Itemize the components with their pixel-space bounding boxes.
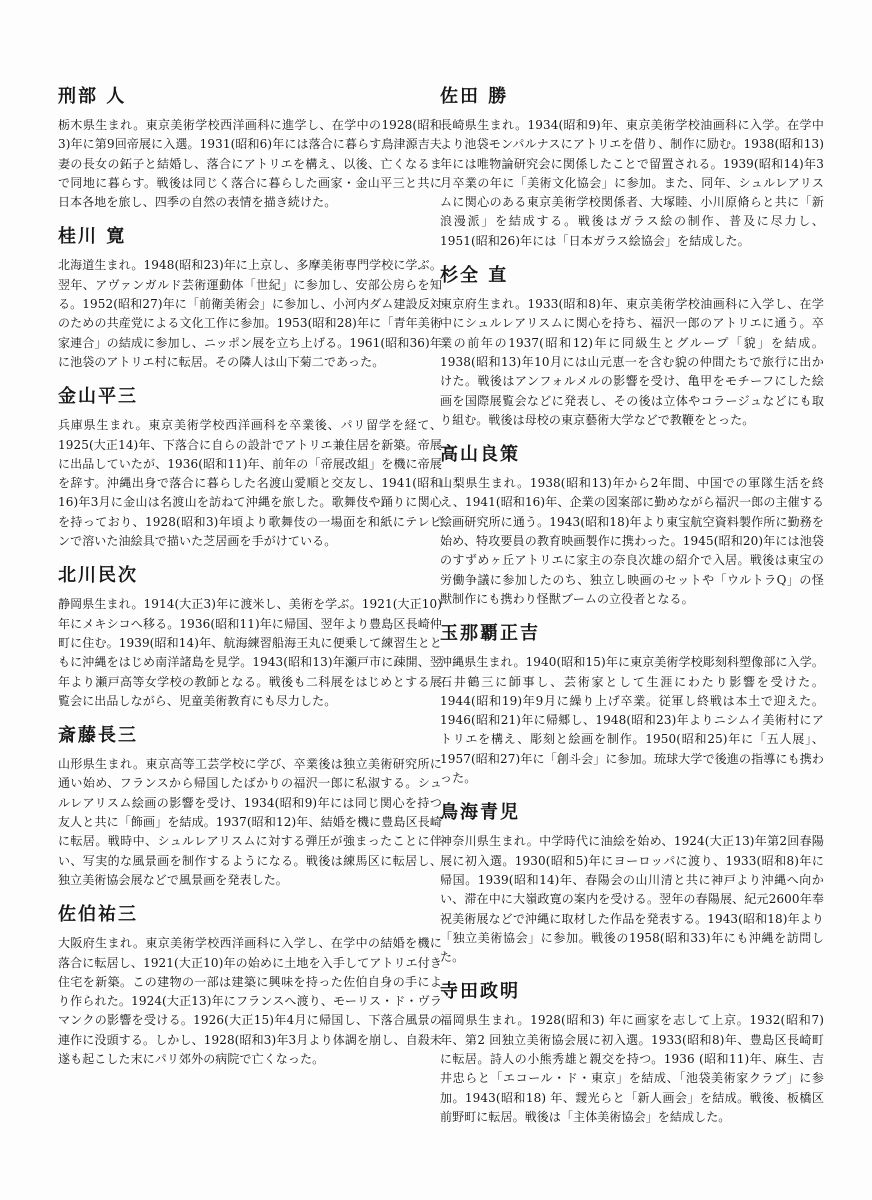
artist-biography: 東京府生まれ。1933(昭和8)年、東京美術学校油画科に入学し、在学中にシュルレアリスムに関心を持ち、福沢一郎のアトリエに通う。卒業の前年の1937(昭和12)年に同級生とグループ「貌」を結成。1938(昭和13)年10月には山元恵一を含む貌の仲間たちで旅行に出かけた。戦後はアンフォルメルの影響を受け、亀甲をモチーフにした絵画を国際展覧会などに発表し、その後は立体やコラージュなどにも取り組む。戦後は母校の東京藝術大学などで教鞭をとった。 [440, 297, 824, 427]
artist-biography: 山形県生まれ。東京高等工芸学校に学び、卒業後は独立美術研究所に通い始め、フランスから帰国したばかりの福沢一郎に私淑する。シュルレアリスム絵画の影響を受け、1934(昭和9)年には同じ関心を持つ友人と共に「飾画」を結成。1937(昭和12)年、結婚を機に豊島区長崎に転居。戦時中、シュルレアリスムに対する弾圧が強まったことに伴い、写実的な風景画を制作するようになる。戦後は練馬区に転居し、独立美術協会展などで風景画を発表した。 [58, 757, 442, 887]
artist-entry [440, 623, 824, 788]
artist-biography: 神奈川県生まれ。中学時代に油絵を始め、1924(大正13)年第2回春陽展に初入選。1930(昭和5)年にヨーロッパに渡り、1933(昭和8)年に帰国。1939(昭和14)年、春陽会の山川清と共に神戸より沖縄へ向かい、滞在中に大嶺政寛の案内を受ける。翌年の春陽展、紀元2600年奉祝美術展などで沖縄に取材した作品を発表する。1943(昭和18)年より「独立美術協会」に参加。戦後の1958(昭和33)年にも沖縄を訪問した。 [440, 834, 824, 965]
artist-biography: 北海道生まれ。1948(昭和23)年に上京し、多摩美術専門学校に学ぶ。翌年、アヴァンガルド芸術運動体「世紀」に参加し、安部公房らを知る。1952(昭和27)年に「前衛美術会」に参加し、小河内ダム建設反対のための共産党による文化工作に参加。1953(昭和28)年に「青年美術家連合」の結成に参加し、ニッポン展を立ち上げる。1961(昭和36)年に池袋のアトリエ村に転居。その隣人は山下菊二であった。 [58, 258, 442, 369]
artist-entry [58, 226, 442, 372]
artist-entry [58, 904, 442, 1069]
artist-biography: 兵庫県生まれ。東京美術学校西洋画科を卒業後、パリ留学を経て、1925(大正14)年、下落合に自らの設計でアトリエ兼住居を新築。帝展に出品していたが、1936(昭和11)年、前年の「帝展改組」を機に帝展を辞す。沖縄出身で落合に暮らした名渡山愛順と交友し、1941(昭和16)年3月に金山は名渡山を訪ねて沖縄を旅した。歌舞伎や踊りに関心を持っており、1928(昭和3)年頃より歌舞伎の一場面を和紙にテレピンで溶いた油絵具で描いた芝居画を手がけている。 [58, 418, 442, 549]
artist-biography: 静岡県生まれ。1914(大正3)年に渡米し、美術を学ぶ。1921(大正10)年にメキシコへ移る。1936(昭和11)年に帰国、翌年より豊島区長崎仲町に住む。1939(昭和14)年、航海練習船海王丸に便乗して練習生とともに沖縄をはじめ南洋諸島を見学。1943(昭和13)年瀬戸市に疎開、翌年より瀬戸高等女学校の教師となる。戦後も二科展をはじめとする展覧会に出品しながら、児童美術教育にも尽力した。 [58, 597, 442, 708]
artist-name: 刑部 人 [58, 86, 127, 107]
artist-entry [58, 386, 442, 551]
artist-name: 寺田政明 [440, 981, 520, 1003]
artist-entry [58, 565, 442, 711]
artist-entry [58, 725, 442, 890]
artist-name: 桂川 寛 [58, 226, 127, 248]
artist-biography: 沖縄県生まれ。1940(昭和15)年に東京美術学校彫刻科塑像部に入学。石井鶴三に師事し、芸術家として生涯にわたり影響を受けた。1944(昭和19)年9月に繰り上げ卒業。従軍し終戦は本土で迎えた。1946(昭和21)年に帰郷し、1948(昭和23)年よりニシムイ美術村にアトリエを構え、彫刻と絵画を制作。1950(昭和25)年に「五人展」、1957(昭和27)年に「創斗会」に参加。琉球大学で後進の指導にも携わった。 [440, 655, 824, 786]
artist-entry [440, 265, 824, 430]
artist-entry [440, 86, 824, 251]
artist-name: 北川民次 [58, 565, 138, 587]
artist-entry [58, 86, 442, 212]
artist-biography: 長崎県生まれ。1934(昭和9)年、東京美術学校油画科に入学。在学中より池袋モンパルナスにアトリエを借り、制作に励む。1938(昭和13)年には唯物論研究会に関係したことで留置される。1939(昭和14)年3月卒業の年に「美術文化協会」に参加。また、同年、シュルレアリスムに関心のある東京美術学校関係者、大塚睦、小川原脩らと共に「新浪漫派」を結成する。戦後はガラス絵の制作、普及に尽力し、1951(昭和26)年には「日本ガラス絵協会」を結成した。 [440, 118, 824, 248]
artist-name: 高山良策 [440, 444, 520, 466]
artist-entry [440, 981, 824, 1127]
artist-name: 鳥海青児 [440, 802, 520, 824]
artist-name: 佐田 勝 [440, 86, 509, 107]
artist-entry [440, 444, 824, 609]
right-column [440, 86, 824, 1141]
artist-name: 斎藤長三 [58, 725, 138, 747]
artist-biography: 福岡県生まれ。1928(昭和3) 年に画家を志して上京。1932(昭和7)年、第2 回独立美術協会展に初入選。1933(昭和8)年、豊島区長崎町に転居。詩人の小熊秀雄と親交を持つ。1936 (昭和11)年、麻生、吉井忠らと「エコール・ド・東京」を結成、「池袋美術家クラブ」に参加。1943(昭和18) 年、靉光らと「新人画会」を結成。戦後、板橋区前野町に転居。戦後は「主体美術協会」を結成した。 [440, 1013, 824, 1124]
artist-biography: 栃木県生まれ。東京美術学校西洋画科に進学し、在学中の1928(昭和3)年に第9回帝展に入選。1931(昭和6)年には落合に暮らす鳥津源吉夫妻の長女の鉐子と結婚し、落合にアトリエを構え、以後、亡くなるまで同地に暮らす。戦後は同じく落合に暮らした画家・金山平三と共に日本各地を旅し、四季の自然の表情を描き続けた。 [58, 118, 442, 210]
artist-entry [440, 802, 824, 967]
artist-name: 杉全 直 [440, 265, 509, 287]
artist-name: 玉那覇正吉 [440, 623, 540, 645]
artist-biography: 大阪府生まれ。東京美術学校西洋画科に入学し、在学中の結婚を機に落合に転居し、1921(大正10)年の始めに土地を入手してアトリエ付き住宅を新築。この建物の一部は建築に興味を持った佐伯自身の手により作られた。1924(大正13)年にフランスへ渡り、モーリス・ド・ヴラマンクの影響を受ける。1926(大正15)年4月に帰国し、下落合風景の連作に没頭する。しかし、1928(昭和3)年3月より体調を崩し、自殺未遂も起こした末にパリ郊外の病院で亡くなった。 [58, 936, 442, 1066]
artist-name: 佐伯祐三 [58, 904, 138, 926]
artist-biography: 山梨県生まれ。1938(昭和13)年から2年間、中国での軍隊生活を終え、1941(昭和16)年、企業の図案部に勤めながら福沢一郎の主催する絵画研究所に通う。1943(昭和18)年より東宝航空資料製作所に勤務を始め、特攻要員の教育映画製作に携わった。1945(昭和20)年には池袋のすずめヶ丘アトリエに家主の奈良次雄の紹介で入居。戦後は東宝の労働争議に参加したのち、独立し映画のセットや「ウルトラQ」の怪獣制作にも携わり怪獣ブームの立役者となる。 [440, 476, 824, 606]
left-column [58, 86, 442, 1083]
artist-name: 金山平三 [58, 386, 138, 408]
